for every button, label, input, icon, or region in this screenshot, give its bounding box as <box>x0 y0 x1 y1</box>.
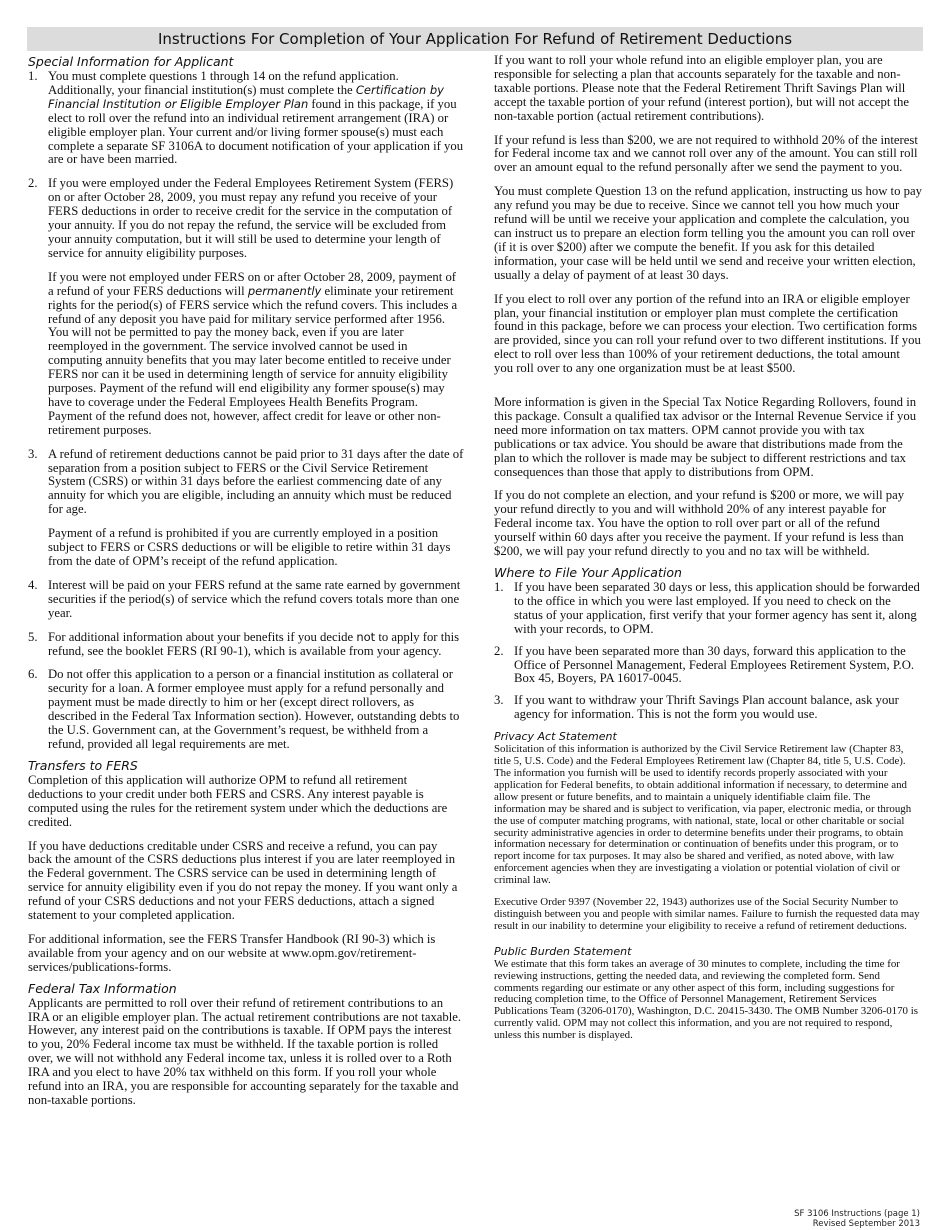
list-item <box>28 579 464 621</box>
emphasis-text: permanently <box>247 283 322 298</box>
item-text: Do not offer this application to a person or a financial institution as collateral or security for a loan. A former employee must apply for a refund personally and payment must be made directly to him or her (except direct rollovers, as described in the Federal Tax Information section). However, outstanding debts to the U.S. Government can, at the Government’s request, be withheld from a refund, provided all legal requirements are met. <box>48 667 460 751</box>
item-number: 1. <box>28 69 38 83</box>
list-item <box>494 645 922 687</box>
emphasis-text: not <box>356 629 376 644</box>
rollover-paragraph: If your refund is less than $200, we are not required to withhold 20% of the interest for Federal income tax and we cannot roll over any of the amount. You can still roll over an amount equal to the refund personally after we send the payment to you. <box>494 132 918 175</box>
item-number: 3. <box>494 693 504 708</box>
transfers-paragraph: Completion of this application will authorize OPM to refund all retirement deductions to your credit under both FERS and CSRS. Any interest payable is computed using the rules for the retirement system under which the deductions are credited. <box>28 772 448 829</box>
list-item <box>494 581 922 637</box>
list-item <box>28 177 464 437</box>
item-number: 6. <box>28 667 38 682</box>
where-to-file-heading: Where to File Your Application <box>494 565 682 580</box>
item-number: 2. <box>494 643 504 658</box>
item-text: Payment of a refund is prohibited if you are currently employed in a position subject to FERS or CSRS deductions or will be eligible to retire within 31 days from the date of OPM’s receipt of the refund application. <box>48 526 451 568</box>
item-text: If you want to withdraw your Thrift Savings Plan account balance, ask your agency for information. This is not the form you would use. <box>514 693 899 722</box>
privacy-act-heading: Privacy Act Statement <box>494 730 617 744</box>
item-number: 5. <box>28 629 38 644</box>
privacy-paragraph: Solicitation of this information is authorized by the Civil Service Retirement law (Chapter 83, title 5, U.S. Code) and the Federal Employees Retirement law (Chapter 84, title 5, U.S. Code). The information you furnish will be used to identify records properly associated with your application for Federal benefits, to obtain additional information if necessary, to determine and allow present or future benefits, and to maintain a uniquely identifiable claim file. The information may be shared and is subject to verification, via paper, electronic media, or through the use of computer matching programs, with national, state, local or other charitable or social security administrative agencies in order to determine benefits under their programs, to obtain information necessary for determination or continuation of benefits under this program, or to report income for tax purposes. It may also be shared and verified, as noted above, with law enforcement agencies when they are investigating a violation or potential violation of civil or criminal law. <box>494 743 912 887</box>
item-number: 1. <box>494 580 504 594</box>
form-id: SF 3106 Instructions (page 1) <box>794 1209 920 1219</box>
public-burden-heading: Public Burden Statement <box>494 944 632 958</box>
rollover-paragraph: If you want to roll your whole refund into an eligible employer plan, you are responsible for selecting a plan that accounts separately for the taxable and non-taxable portions. Please note that the Federal Retirement Thrift Savings Plan will accept the taxable portion of your refund (interest portion), but will not accept the non-taxable portion (actual retirement contributions). <box>494 53 910 123</box>
item-text: A refund of retirement deductions cannot be paid prior to 31 days after the date of separation from a position subject to FERS or the Civil Service Retirement System (CSRS) or within 31 days before the earliest commencing date of any annuity for which you are eligible, including an annuity which must be reduced for age. <box>48 446 464 517</box>
form-footer <box>794 1209 920 1229</box>
certification-form-name: Certification by Financial Institution or Eligible Employer Plan <box>48 82 444 111</box>
rollover-paragraph: If you elect to roll over any portion of the refund into an IRA or eligible employer plan, your financial institution or employer plan must complete the certification found in this package, before we can process your election. Two certification forms are provided, since you can roll your refund over to two different institutions. If you elect to roll over less than 100% of your retirement deductions, the total amount you roll over to any one organization must be at least $500. <box>494 291 921 376</box>
list-item <box>28 448 464 569</box>
item-number: 2. <box>28 176 38 191</box>
list-item <box>28 631 464 659</box>
transfers-paragraph: For additional information, see the FERS Transfer Handbook (RI 90-3) which is available from your agency and on our website at www.opm.gov/retirement-services/publications-forms. <box>28 931 436 974</box>
burden-paragraph: We estimate that this form takes an average of 30 minutes to complete, including the time for reviewing instructions, getting the needed data, and reviewing the completed form. Send comments regarding our estimate or any other aspect of this form, including suggestions for reducing completion time, to the Office of Personnel Management, Retirement Services Publications Team (3206-0170), Washington, D.C. 20415-3430. The OMB Number 3206-0170 is currently valid. OPM may not collect this information, and you are not required to respond, unless this number is displayed. <box>494 957 918 1042</box>
item-text: If you were employed under the Federal Employees Retirement System (FERS) on or after October 28, 2009, you must repay any refund you receive of your FERS deductions in order to receive credit for the service in the computation of your annuity. If you do not repay the refund, the service will be excluded from your annuity computation, but it will still be used to determine your length of service for annuity eligibility purposes. <box>48 176 454 260</box>
item-number: 4. <box>28 577 38 592</box>
rollover-paragraph: If you do not complete an election, and your refund is $200 or more, we will pay your refund directly to you and will withhold 20% of any interest payable for Federal income tax. You have the option to roll over part or all of the refund yourself within 60 days after you receive the payment. If your refund is less than $200, we will pay your refund directly to you and no tax will be withheld. <box>494 488 905 559</box>
federal-tax-heading: Federal Tax Information <box>28 980 177 996</box>
privacy-paragraph: Executive Order 9397 (November 22, 1943) authorizes use of the Social Security Number to distinguish between you and people with similar names. Failure to furnish the requested data may result in our inability to determine your eligibility to receive a refund of retirement deductions. <box>494 896 920 932</box>
transfers-heading: Transfers to FERS <box>28 757 138 773</box>
list-item <box>494 694 922 722</box>
list-item <box>28 668 464 751</box>
item-text: For additional information about your benefits if you decide not to apply for this refund, see the booklet FERS (RI 90-1), which is available from your agency. <box>48 629 460 658</box>
rollover-paragraph: You must complete Question 13 on the refund application, instructing us how to pay any refund you may be due to receive. Since we cannot tell you how much your refund will be until we receive your application and complete the calculation, you can instruct us to prepare an election form telling you the amount you can roll over (if it is over $200) after we compute the benefit. If you ask for this detailed information, your case will be held until we send and receive your written election, usually a delay of payment of at least 30 days. <box>494 184 922 282</box>
list-item <box>28 70 464 167</box>
left-column <box>28 54 464 1118</box>
transfers-paragraph: If you have deductions creditable under CSRS and receive a refund, you can pay back the amount of the CSRS deductions plus interest if you are later reemployed in the Federal government. The CSRS service can be used in determining length of service for annuity eligibility even if you do not repay the money. If you want only a refund of your CSRS deductions and not your FERS deductions, attach a signed statement to your completed application. <box>28 838 458 923</box>
item-number: 3. <box>28 446 38 461</box>
page-title: Instructions For Completion of Your Application For Refund of Retirement Deductions <box>27 27 923 51</box>
revision-date: Revised September 2013 <box>812 1219 920 1229</box>
special-information-heading: Special Information for Applicant <box>28 54 234 69</box>
rollover-paragraph: More information is given in the Special Tax Notice Regarding Rollovers, found in this package. Consult a qualified tax advisor or the Internal Revenue Service if you need more information on tax matters. OPM cannot provide you with tax publications or tax advice. You should be aware that distributions made from the plan to which the rollover is made may be subject to different restrictions and tax consequences than those that apply to distributions from OPM. <box>494 395 917 479</box>
item-text: If you have been separated more than 30 days, forward this application to the Office of Personnel Management, Federal Employees Retirement System, P.O. Box 45, Boyers, PA 16017-0045. <box>514 643 915 686</box>
right-column <box>494 54 922 1052</box>
item-text: If you have been separated 30 days or less, this application should be forwarded to the office in which you were last employed. If you need to check on the status of your application, first verify that your former agency has sent it, along with your records, to OPM. <box>514 580 920 636</box>
item-text: If you were not employed under FERS on or after October 28, 2009, payment of a refund of your FERS deductions will permanently eliminate your retirement rights for the period(s) of FERS service which the refund covers. This includes a refund of any deposit you have paid for military service performed after 1956. You will not be permitted to pay the money back, even if you are later reemployed in the government. The service involved cannot be used in computing annuity benefits that you may later become entitled to receive under FERS nor can it be used in determining length of service for annuity eligibility purposes. Payment of the refund will end eligibility any former spouse(s) may have to coverage under the Federal Employees Health Benefits Program. Payment of the refund does not, however, affect credit for leave or other non-retirement purposes. <box>48 269 458 437</box>
item-text: You must complete questions 1 through 14 on the refund application. Additionally, your financial institution(s) must complete the Certification by Financial Institution or Eligible Employer Plan found in this package, if you elect to roll over the refund into an individual retirement arrangement (IRA) or eligible employer plan. Your current and/or living former spouse(s) must each complete a separate SF 3106A to document notification of your application if you are or have been married. <box>48 69 464 167</box>
federal-tax-paragraph: Applicants are permitted to roll over their refund of retirement contributions to an IRA or an eligible employer plan. The actual retirement contributions are not taxable. However, any interest paid on the contributions is taxable. If OPM pays the interest to you, 20% Federal income tax must be withheld. If the taxable portion is rolled over, we will not withhold any Federal income tax, unless it is rolled over to a Roth IRA and you elect to have 20% tax withheld on this form. If you roll your whole refund into an IRA, you are responsible for accounting separately for the taxable and non-taxable portions. <box>28 995 462 1107</box>
item-text: Interest will be paid on your FERS refund at the same rate earned by government securities if the period(s) of service which the refund covers totals more than one year. <box>48 577 461 620</box>
